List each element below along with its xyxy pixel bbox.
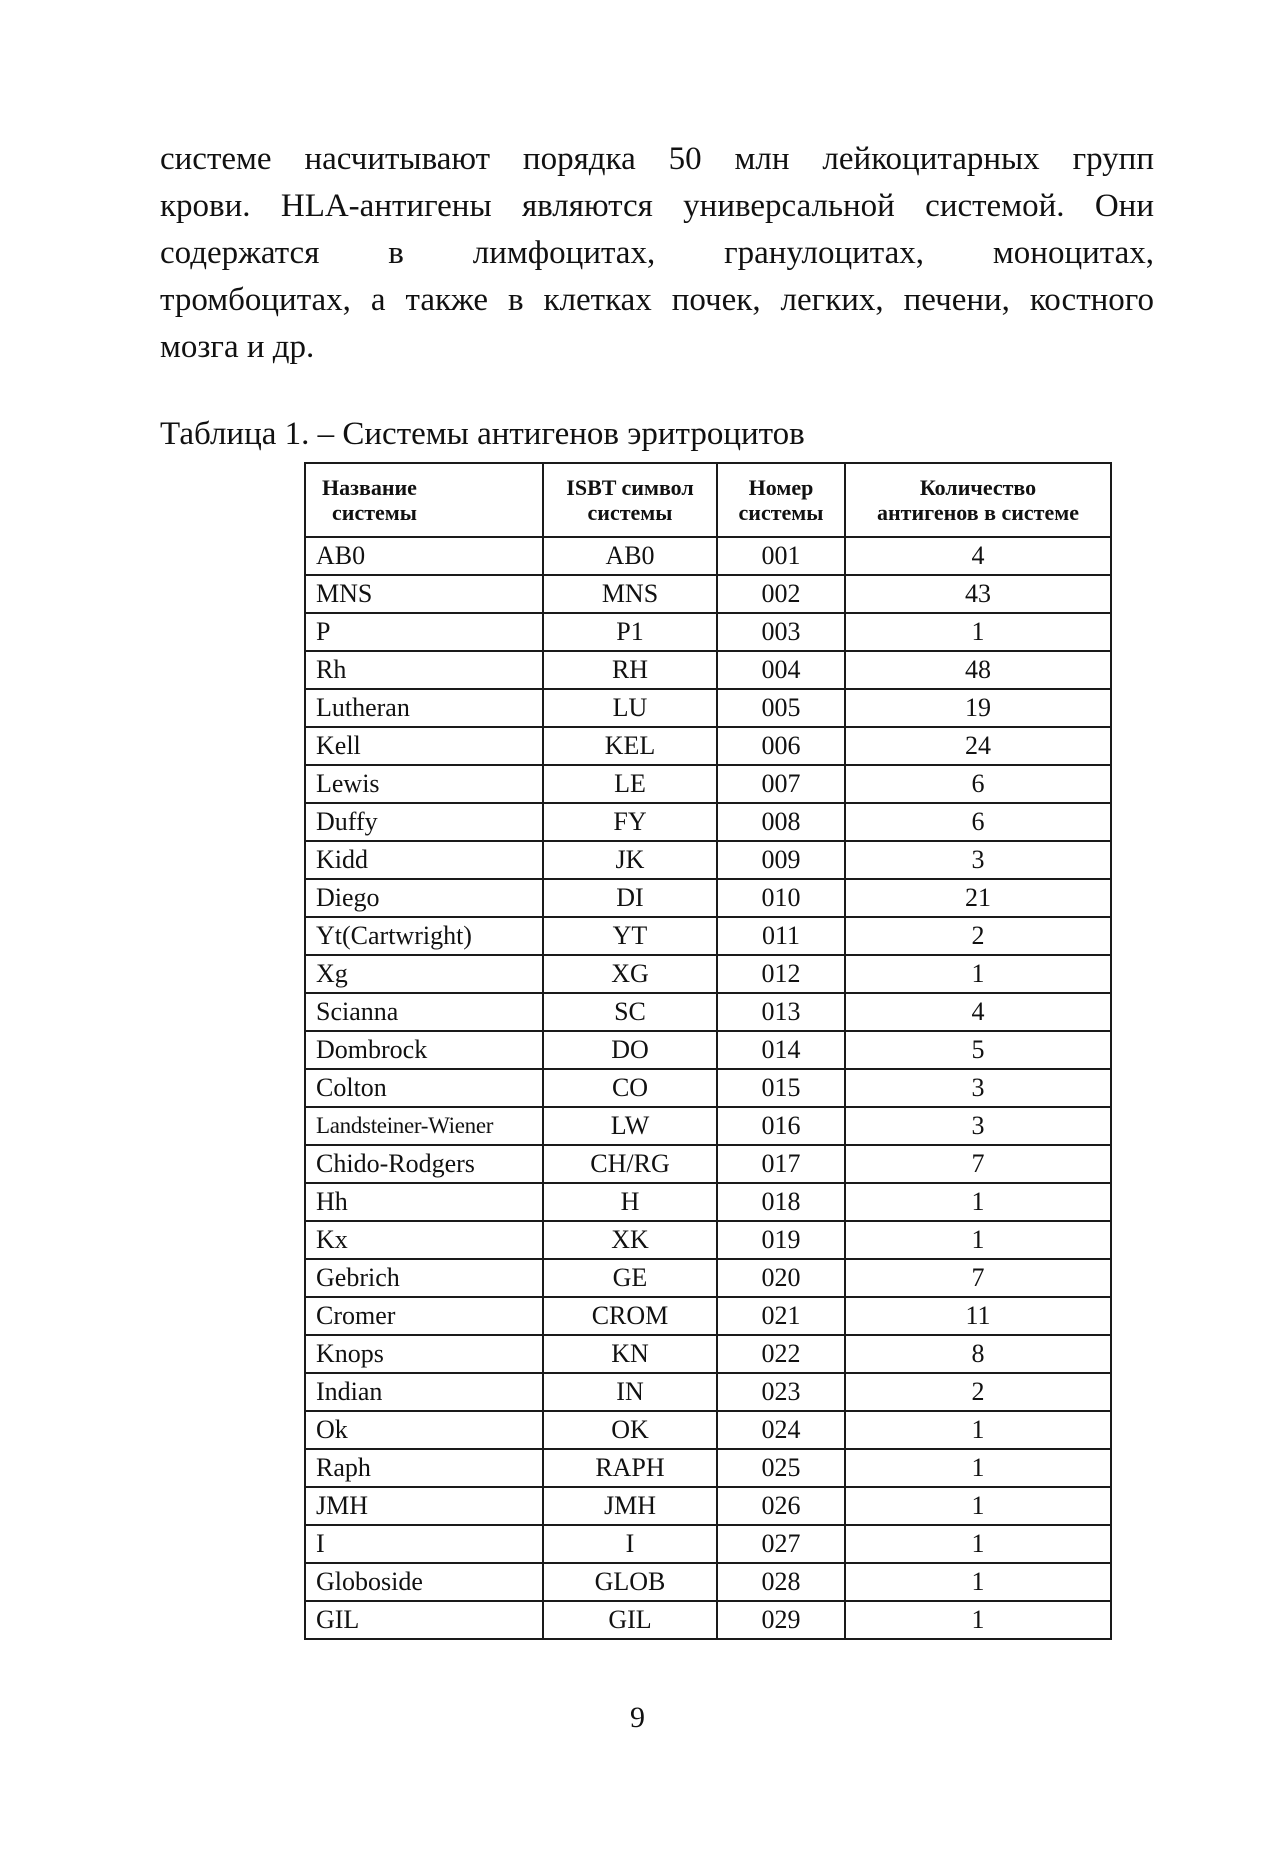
table-row [305,1525,1111,1563]
header-line: антигенов в системе [876,500,1080,525]
table-row [305,1373,1111,1411]
cell-system-name: Yt(Cartwright) [305,917,543,955]
cell-antigen-count: 1 [845,955,1111,993]
table-caption: Таблица 1. – Системы антигенов эритроцитов [160,416,805,452]
cell-antigen-count: 2 [845,1373,1111,1411]
cell-system-name: Duffy [305,803,543,841]
cell-isbt-symbol: KEL [543,727,717,765]
cell-isbt-symbol: SC [543,993,717,1031]
cell-isbt-symbol: XK [543,1221,717,1259]
cell-system-name: Knops [305,1335,543,1373]
cell-system-number: 025 [717,1449,845,1487]
cell-system-name: AB0 [305,537,543,575]
cell-isbt-symbol: MNS [543,575,717,613]
cell-system-name: MNS [305,575,543,613]
page-number: 9 [630,1701,645,1734]
cell-system-name: Dombrock [305,1031,543,1069]
cell-antigen-count: 7 [845,1145,1111,1183]
paragraph-line: содержатся в лимфоцитах, гранулоцитах, моноцитах, [160,235,1154,271]
cell-isbt-symbol: IN [543,1373,717,1411]
cell-antigen-count: 6 [845,765,1111,803]
cell-isbt-symbol: AB0 [543,537,717,575]
cell-isbt-symbol: YT [543,917,717,955]
cell-antigen-count: 3 [845,1107,1111,1145]
cell-system-number: 007 [717,765,845,803]
header-line: Номер [748,475,814,500]
header-system-number [717,463,845,537]
table-row [305,1221,1111,1259]
cell-system-number: 004 [717,651,845,689]
table-row [305,1107,1111,1145]
cell-antigen-count: 3 [845,841,1111,879]
cell-system-number: 011 [717,917,845,955]
paragraph-line: системе насчитывают порядка 50 млн лейкоцитарных групп [160,141,1154,177]
cell-system-name: GIL [305,1601,543,1639]
cell-antigen-count: 4 [845,537,1111,575]
cell-isbt-symbol: GE [543,1259,717,1297]
cell-system-number: 022 [717,1335,845,1373]
cell-antigen-count: 1 [845,1525,1111,1563]
cell-isbt-symbol: XG [543,955,717,993]
cell-isbt-symbol: OK [543,1411,717,1449]
cell-system-name: JMH [305,1487,543,1525]
table-row [305,1411,1111,1449]
table-row [305,1145,1111,1183]
cell-system-name: Colton [305,1069,543,1107]
cell-system-number: 006 [717,727,845,765]
cell-antigen-count: 43 [845,575,1111,613]
cell-isbt-symbol: GIL [543,1601,717,1639]
cell-isbt-symbol: P1 [543,613,717,651]
cell-system-number: 012 [717,955,845,993]
cell-isbt-symbol: GLOB [543,1563,717,1601]
table-row [305,1031,1111,1069]
cell-antigen-count: 1 [845,1449,1111,1487]
cell-antigen-count: 19 [845,689,1111,727]
cell-system-number: 014 [717,1031,845,1069]
cell-antigen-count: 1 [845,1221,1111,1259]
header-line: системы [587,500,673,525]
table-row [305,1335,1111,1373]
cell-system-name: Landsteiner-Wiener [305,1107,543,1145]
cell-isbt-symbol: CO [543,1069,717,1107]
cell-isbt-symbol: KN [543,1335,717,1373]
cell-system-number: 026 [717,1487,845,1525]
cell-antigen-count: 3 [845,1069,1111,1107]
cell-antigen-count: 7 [845,1259,1111,1297]
cell-system-number: 002 [717,575,845,613]
cell-antigen-count: 24 [845,727,1111,765]
cell-system-number: 027 [717,1525,845,1563]
cell-system-name: P [305,613,543,651]
cell-system-number: 020 [717,1259,845,1297]
paragraph-line: тромбоцитах, а также в клетках почек, легких, печени, костного [160,282,1154,318]
cell-system-number: 003 [717,613,845,651]
table-row [305,537,1111,575]
header-line: ISBT символ [566,475,694,500]
cell-system-name: Indian [305,1373,543,1411]
cell-isbt-symbol: H [543,1183,717,1221]
table-row [305,613,1111,651]
cell-antigen-count: 48 [845,651,1111,689]
cell-system-name: Lutheran [305,689,543,727]
cell-isbt-symbol: RH [543,651,717,689]
cell-isbt-symbol: DI [543,879,717,917]
table-row [305,1069,1111,1107]
cell-system-number: 029 [717,1601,845,1639]
cell-system-number: 001 [717,537,845,575]
cell-system-number: 015 [717,1069,845,1107]
cell-system-name: Globoside [305,1563,543,1601]
cell-system-name: Kell [305,727,543,765]
cell-antigen-count: 8 [845,1335,1111,1373]
table-row [305,803,1111,841]
cell-antigen-count: 5 [845,1031,1111,1069]
cell-system-name: Kidd [305,841,543,879]
cell-system-name: Cromer [305,1297,543,1335]
header-line: системы [332,500,417,525]
cell-antigen-count: 21 [845,879,1111,917]
table-body [305,537,1111,1639]
header-line: системы [738,500,824,525]
table-row [305,1297,1111,1335]
cell-system-number: 013 [717,993,845,1031]
table-row [305,575,1111,613]
header-system-name [305,463,543,537]
table-row [305,993,1111,1031]
antigen-systems-table [304,462,1112,1640]
paragraph-line: мозга и др. [160,329,315,365]
cell-system-name: Gebrich [305,1259,543,1297]
cell-isbt-symbol: RAPH [543,1449,717,1487]
cell-system-name: Raph [305,1449,543,1487]
cell-system-number: 008 [717,803,845,841]
cell-antigen-count: 1 [845,613,1111,651]
cell-system-number: 019 [717,1221,845,1259]
table-row [305,689,1111,727]
cell-isbt-symbol: LU [543,689,717,727]
cell-system-number: 023 [717,1373,845,1411]
cell-system-name: Lewis [305,765,543,803]
cell-system-number: 009 [717,841,845,879]
cell-isbt-symbol: JK [543,841,717,879]
header-line: Название [322,475,417,500]
cell-system-name: Hh [305,1183,543,1221]
cell-isbt-symbol: CROM [543,1297,717,1335]
cell-antigen-count: 1 [845,1563,1111,1601]
cell-system-name: Chido-Rodgers [305,1145,543,1183]
table-header-row [305,463,1111,537]
table-row [305,651,1111,689]
cell-isbt-symbol: JMH [543,1487,717,1525]
cell-system-name: I [305,1525,543,1563]
cell-system-name: Scianna [305,993,543,1031]
cell-system-number: 017 [717,1145,845,1183]
cell-antigen-count: 2 [845,917,1111,955]
cell-system-name: Rh [305,651,543,689]
cell-antigen-count: 11 [845,1297,1111,1335]
table-row [305,1563,1111,1601]
cell-isbt-symbol: FY [543,803,717,841]
header-isbt-symbol [543,463,717,537]
cell-system-number: 021 [717,1297,845,1335]
table-row [305,955,1111,993]
cell-system-name: Ok [305,1411,543,1449]
cell-isbt-symbol: LE [543,765,717,803]
table-row [305,1601,1111,1639]
cell-isbt-symbol: CH/RG [543,1145,717,1183]
table-row [305,879,1111,917]
cell-system-number: 010 [717,879,845,917]
table-row [305,1449,1111,1487]
cell-antigen-count: 1 [845,1411,1111,1449]
table-row [305,841,1111,879]
header-antigen-count [845,463,1111,537]
cell-system-name: Kx [305,1221,543,1259]
table-row [305,1487,1111,1525]
table-row [305,1183,1111,1221]
table-row [305,917,1111,955]
table-row [305,1259,1111,1297]
cell-isbt-symbol: DO [543,1031,717,1069]
cell-system-number: 016 [717,1107,845,1145]
cell-system-name: Diego [305,879,543,917]
cell-antigen-count: 1 [845,1601,1111,1639]
cell-system-number: 028 [717,1563,845,1601]
table-row [305,765,1111,803]
cell-system-number: 024 [717,1411,845,1449]
cell-antigen-count: 6 [845,803,1111,841]
cell-antigen-count: 1 [845,1183,1111,1221]
cell-antigen-count: 1 [845,1487,1111,1525]
paragraph-line: крови. HLA-антигены являются универсальной системой. Они [160,188,1154,224]
cell-isbt-symbol: I [543,1525,717,1563]
table-row [305,727,1111,765]
cell-system-number: 005 [717,689,845,727]
cell-system-number: 018 [717,1183,845,1221]
cell-system-name: Xg [305,955,543,993]
body-paragraph [160,136,1154,371]
header-line: Количество [919,475,1037,500]
cell-antigen-count: 4 [845,993,1111,1031]
cell-isbt-symbol: LW [543,1107,717,1145]
